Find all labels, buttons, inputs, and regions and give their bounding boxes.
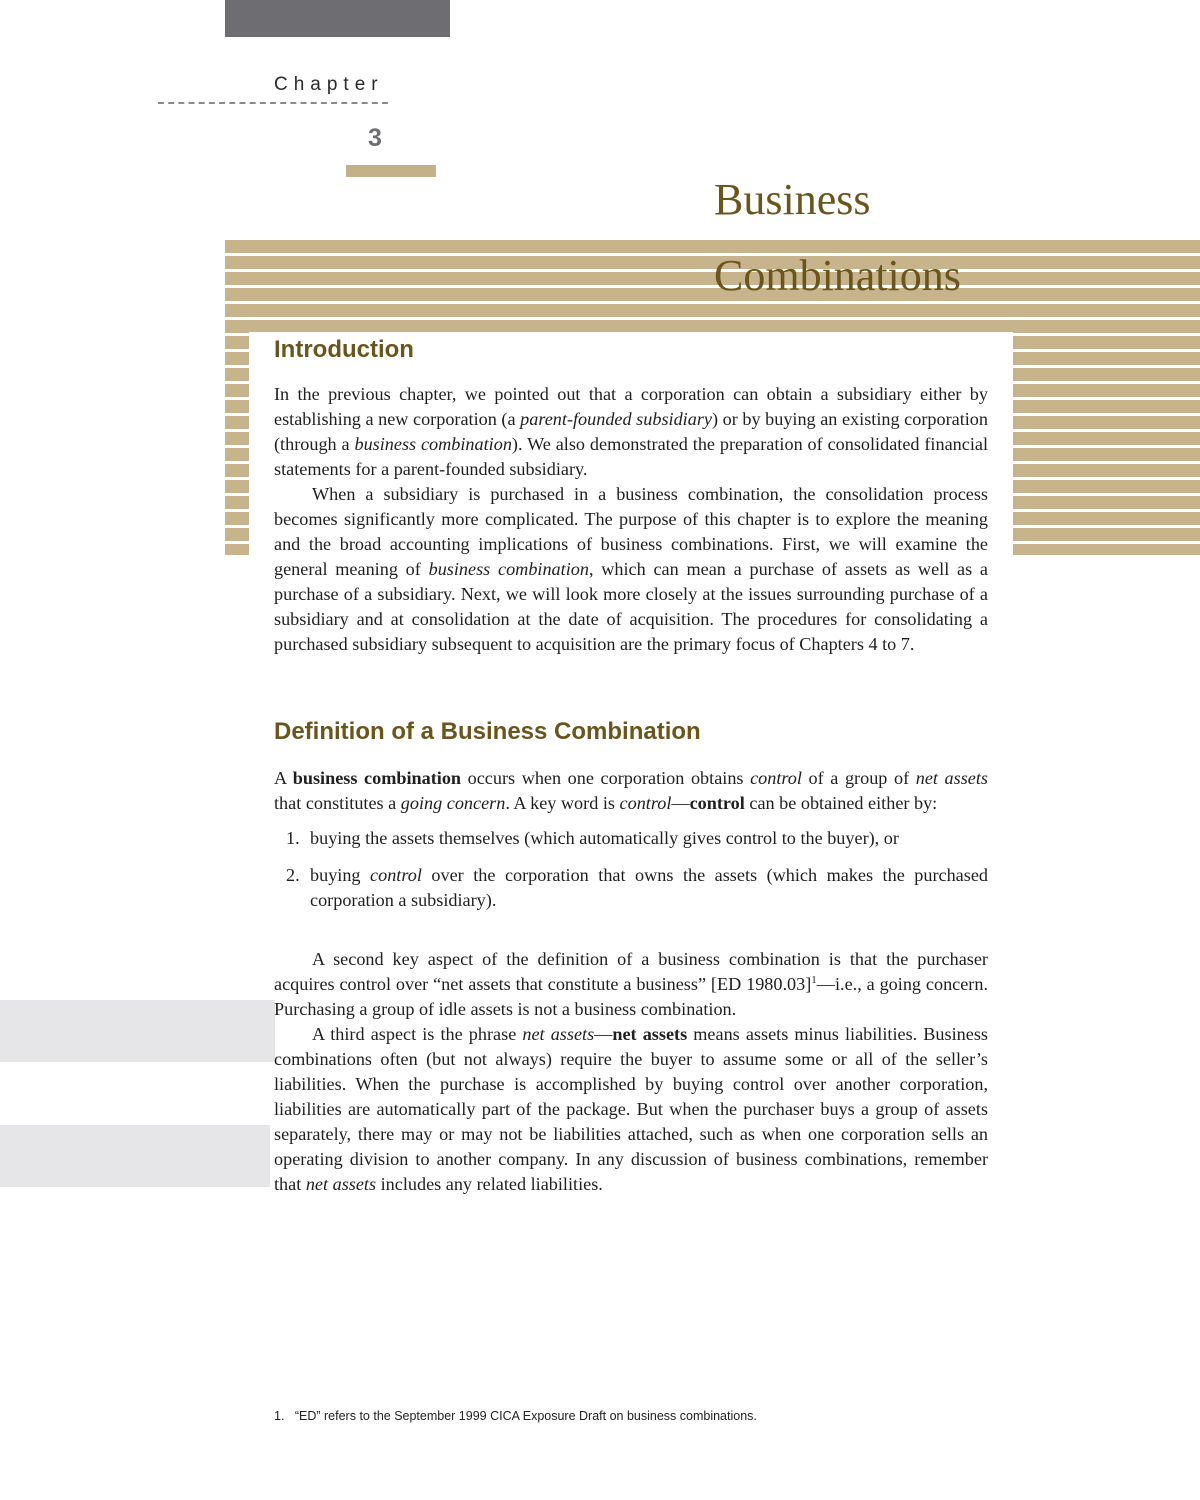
chapter-title-line-2: Combinations: [714, 251, 961, 300]
chapter-rule: [158, 102, 388, 104]
list-item: 1. buying the assets themselves (which automatically gives control to the buyer), or: [286, 828, 899, 848]
section-heading-definition: Definition of a Business Combination: [274, 718, 701, 745]
footnote-marker: 1: [811, 973, 817, 986]
intro-paragraph-2: When a subsidiary is purchased in a business combination, the consolidation process becomes significantly more complicated. The purpose of this chapter is to explore the meaning and the broad accounting implications of business combinations. First, we will examine the general meaning of business combination, which can mean a purchase of assets as well as a purchase of a subsidiary. Next, we will look more closely at the issues surrounding purchase of a subsidiary and at consolidation at the date of acquisition. The procedures for consolidating a purchased subsidiary subsequent to acquisition are the primary focus of Chapters 4 to 7.: [274, 484, 989, 654]
chapter-number-bar: [346, 165, 436, 177]
margin-gray-block: [0, 1125, 270, 1187]
top-decorative-bar: [225, 0, 450, 37]
margin-gray-block: [0, 1000, 275, 1062]
footnote-number: 1.: [274, 1409, 285, 1423]
intro-paragraph-1: In the previous chapter, we pointed out that a corporation can obtain a subsidiary either by establishing a new corporation (a parent-founded subsidiary) or by buying an existing corporation (through a business combination). We also demonstrated the preparation of consolidated financial statements for a parent-founded subsidiary.: [274, 384, 988, 479]
definition-paragraph-2: A second key aspect of the definition of a business combination is that the purchaser acquires control over “net assets that constitute a business” [ED 1980.03]$^1$—i.e., a going concern. Purchasing a group of idle assets is not a business combination.: [274, 949, 989, 1019]
chapter-title-line-1: Business: [714, 175, 871, 224]
definition-list: [274, 826, 988, 913]
definition-paragraph-1: A business combination occurs when one corporation obtains control of a group of net assets that constitutes a going concern. A key word is control—control can be obtained either by:: [274, 768, 988, 813]
definition-paragraph-3: A third aspect is the phrase net assets—net assets means assets minus liabilities. Business combinations often (but not always) require the buyer to assume some or all of the seller’s liabilities. When the purchase is accomplished by buying control over another corporation, liabilities are automatically part of the package. But when the purchaser buys a group of assets separately, there may or may not be liabilities attached, such as when one corporation sells an operating division to another company. In any discussion of business combinations, remember that net assets includes any related liabilities.: [274, 1024, 988, 1194]
footnote-text: “ED” refers to the September 1999 CICA Exposure Draft on business combinations.: [294, 1409, 757, 1423]
chapter-number: 3: [368, 124, 382, 152]
chapter-label: Chapter: [274, 74, 384, 95]
chapter-body: [274, 336, 988, 1197]
footnote: [274, 1409, 757, 1423]
list-item: 2. buying control over the corporation that owns the assets (which makes the purchased corporation a subsidiary).: [286, 865, 988, 910]
section-heading-introduction: Introduction: [274, 336, 414, 363]
